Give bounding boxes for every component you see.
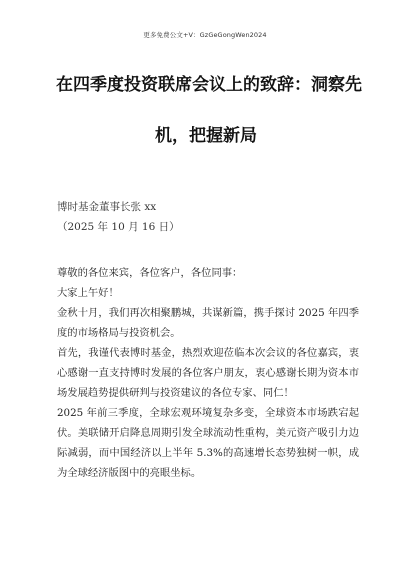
paragraph-2: 首先，我谨代表博时基金，热烈欢迎莅临本次会议的各位嘉宾，衷心感谢一直支持博时发展的各位客户朋友，衷心感谢长期为资本市场发展趋势提供研判与投资建议的各位专家、同仁！ bbox=[57, 347, 359, 399]
paragraph-1: 金秋十月，我们再次相聚鹏城，共谋新篇，携手探讨 2025 年四季度的市场格局与投资机会。 bbox=[57, 307, 359, 339]
paragraph-3: 2025 年前三季度，全球宏观环境复杂多变，全球资本市场跌宕起伏。美联储开启降息周期引发全球流动性重构，美元资产吸引力边际减弱，而中国经济以上半年 5.3%的高速增长态势独树一帜，成为全球经济版图中的亮眼坐标。 bbox=[57, 407, 359, 479]
salutation: 尊敬的各位来宾，各位客户，各位同事： bbox=[57, 267, 243, 279]
header-note: 更多免费公文+V：GzGeGongWen2024 bbox=[143, 31, 267, 39]
document-title-line-2: 机，把握新局 bbox=[155, 126, 257, 146]
author-line: 博时基金董事长张 xx bbox=[57, 201, 157, 213]
greeting: 大家上午好！ bbox=[57, 287, 119, 299]
document-body bbox=[57, 263, 359, 483]
date-line: （2025 年 10 月 16 日） bbox=[57, 221, 180, 233]
document-title-line-1: 在四季度投资联席会议上的致辞：洞察先 bbox=[56, 75, 362, 95]
